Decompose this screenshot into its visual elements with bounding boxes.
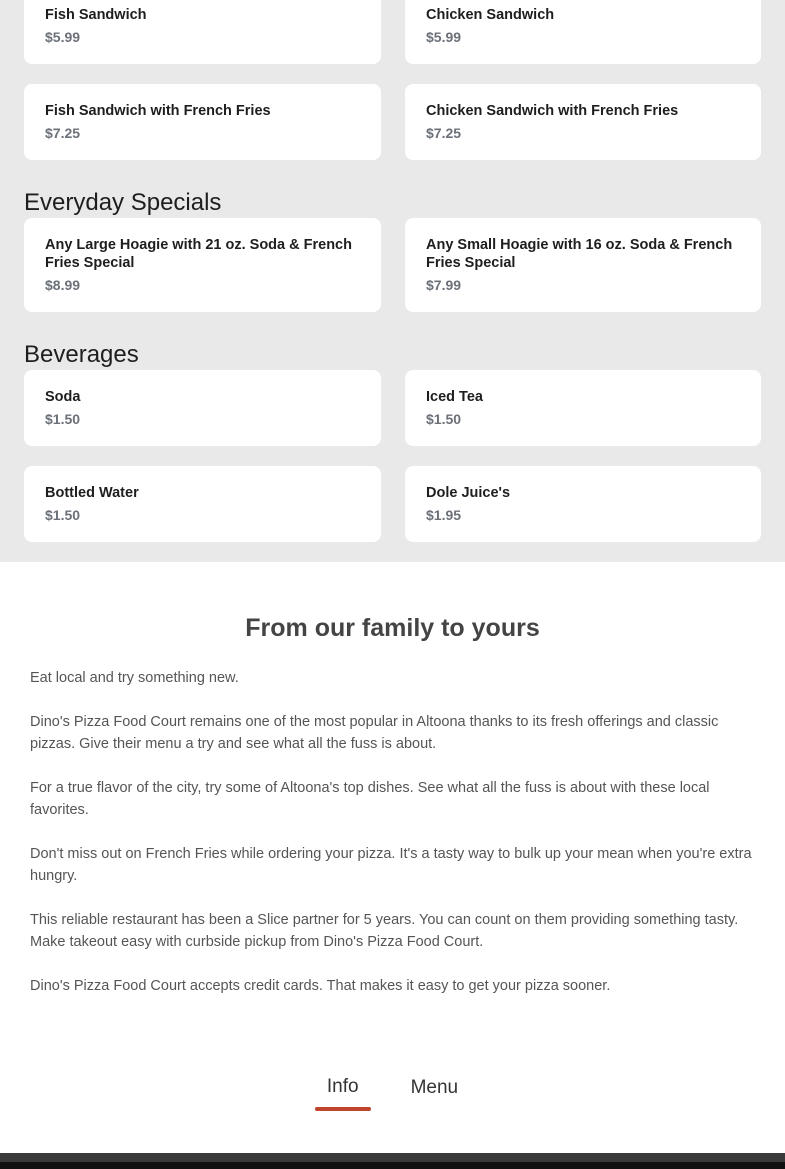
item-price: $5.99 [45, 29, 81, 45]
info-menu-tabs [0, 1072, 785, 1107]
about-section [0, 562, 785, 1143]
item-name: Soda [45, 389, 81, 405]
item-price: $7.99 [426, 277, 462, 293]
about-paragraph: Dino's Pizza Food Court accepts credit cards. That makes it easy to get your pizza sooner. [30, 978, 611, 994]
item-price: $8.99 [45, 277, 81, 293]
footer-inner [0, 1162, 785, 1169]
item-price: $1.50 [45, 411, 81, 427]
menu-item-card[interactable] [24, 218, 381, 312]
about-paragraph: Don't miss out on French Fries while ordering your pizza. It's a tasty way to bulk up your mean when you're extra hungry. [30, 846, 752, 884]
menu-item-card[interactable] [24, 370, 381, 446]
menu-item-card[interactable] [24, 0, 381, 64]
about-paragraph: For a true flavor of the city, try some of Altoona's top dishes. See what all the fuss is about with these local favorites. [30, 780, 710, 818]
about-paragraph: Dino's Pizza Food Court remains one of the most popular in Altoona thanks to its fresh offerings and classic pizzas. Give their menu a try and see what all the fuss is about. [30, 714, 719, 752]
about-heading: From our family to yours [245, 614, 540, 642]
section-title-everyday-specials: Everyday Specials [24, 189, 222, 216]
item-price: $7.25 [45, 125, 81, 141]
tab-menu[interactable]: Menu [410, 1077, 459, 1098]
menu-item-card[interactable] [24, 466, 381, 542]
menu-grid-beverages [24, 370, 761, 542]
item-price: $5.99 [426, 29, 462, 45]
item-name: Dole Juice's [426, 485, 511, 501]
item-price: $7.25 [426, 125, 462, 141]
item-name: Iced Tea [426, 389, 483, 405]
about-paragraph: Eat local and try something new. [30, 670, 239, 686]
menu-item-card[interactable] [24, 84, 381, 160]
menu-grid-specials [24, 218, 761, 312]
item-name: Bottled Water [45, 485, 139, 501]
about-paragraph: This reliable restaurant has been a Slice partner for 5 years. You can count on them providing something tasty. Make takeout easy with curbside pickup from Dino's Pizza Food Court. [30, 912, 739, 950]
menu-item-card[interactable] [405, 84, 761, 160]
section-title-beverages: Beverages [24, 341, 139, 368]
item-name: Any Small Hoagie with 16 oz. Soda & French Fries Special [426, 237, 733, 271]
menu-item-card[interactable] [405, 370, 761, 446]
item-name: Any Large Hoagie with 21 oz. Soda & French Fries Special [45, 237, 352, 271]
item-price: $1.50 [426, 411, 462, 427]
menu-item-card[interactable] [405, 0, 761, 64]
menu-item-card[interactable] [405, 466, 761, 542]
item-price: $1.95 [426, 507, 462, 523]
item-name: Fish Sandwich with French Fries [45, 103, 271, 119]
tab-info[interactable]: Info [315, 1072, 371, 1107]
item-name: Chicken Sandwich with French Fries [426, 103, 679, 119]
menu-item-card[interactable] [405, 218, 761, 312]
footer-bar [0, 1153, 785, 1169]
item-price: $1.50 [45, 507, 81, 523]
item-name: Chicken Sandwich [426, 7, 555, 23]
menu-section [0, 0, 785, 562]
item-name: Fish Sandwich [45, 7, 147, 23]
menu-grid-sandwiches [24, 0, 761, 160]
